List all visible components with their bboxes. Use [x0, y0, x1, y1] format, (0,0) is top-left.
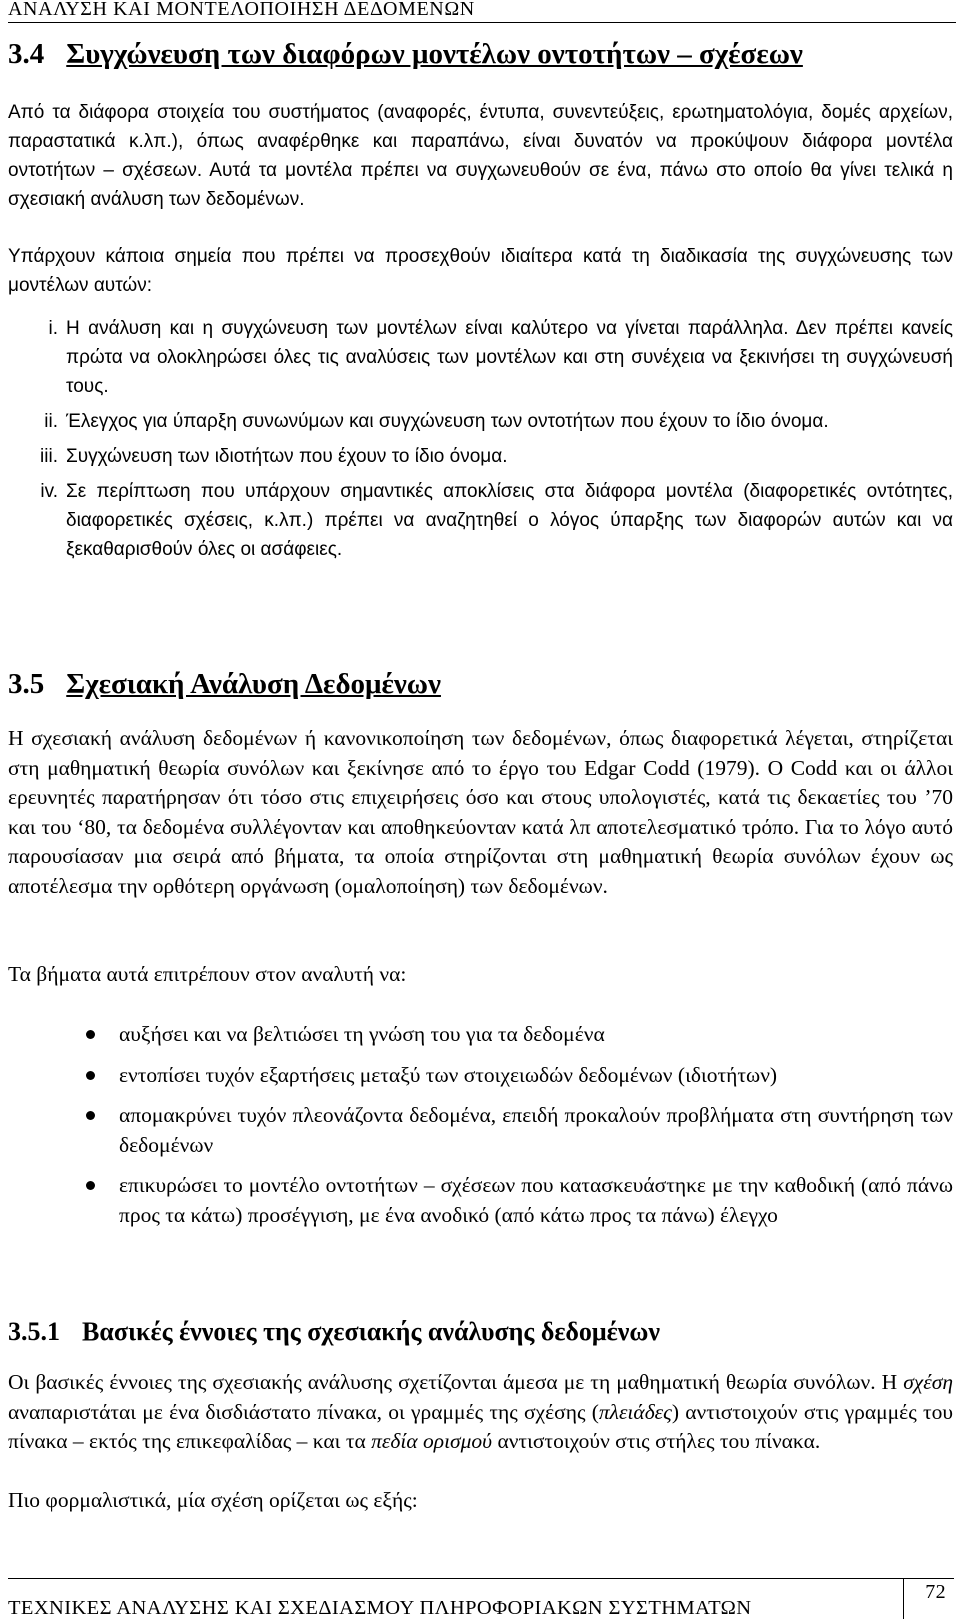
text-run: ) αντιστοιχούν στις γραμμές του πίνακα – εκτός της επικεφαλίδας – και τα	[8, 1399, 953, 1454]
section-3-5-1-heading	[8, 1316, 660, 1348]
list-item-text: αυξήσει και να βελτιώσει τη γνώση του για τα δεδομένα	[119, 1022, 605, 1046]
list-item	[8, 314, 953, 401]
section-3-5-1-paragraph-2: Πιο φορμαλιστικά, μία σχέση ορίζεται ως εξής:	[8, 1488, 418, 1512]
page-number: 72	[925, 1581, 946, 1603]
text-run: αντιστοιχούν στις στήλες του πίνακα.	[492, 1429, 821, 1454]
section-3-4-paragraph-1: Από τα διάφορα στοιχεία του συστήματος (αναφορές, έντυπα, συνεντεύξεις, ερωτηματολόγια, δομές αρχείων, παραστατικά κ.λπ.), όπως αναφέρθηκε και παραπάνω, είναι δυνατόν να προκύψουν διάφορα μοντέλα οντοτήτων – σχέσεων. Αυτά τα μοντέλα πρέπει να συγχωνευθούν σε ένα, πάνω στο οποίο θα γίνει τελικά η σχεσιακή ανάλυση των δεδομένων.	[8, 102, 953, 210]
bullet-icon	[86, 1071, 95, 1080]
analysis-steps-list	[8, 1020, 953, 1242]
list-item-text: Η ανάλυση και η συγχώνευση των μοντέλων είναι καλύτερο να γίνεται παράλληλα. Δεν πρέπει κανείς πρώτα να ολοκληρώσει όλες τις αναλύσεις των μοντέλων και στη συνέχεια να ξεκινήσει τη συγχώνευσή τους.	[66, 318, 953, 397]
list-item-number: ii.	[44, 411, 58, 432]
section-title: Συγχώνευση των διαφόρων μοντέλων οντοτήτων – σχέσεων	[66, 38, 803, 70]
list-item	[8, 477, 953, 564]
list-item	[8, 442, 953, 471]
section-number: 3.5	[8, 668, 45, 700]
merge-points-list	[8, 314, 953, 570]
list-item-text: Έλεγχος για ύπαρξη συνωνύμων και συγχώνευση των οντοτήτων που έχουν το ίδιο όνομα.	[66, 411, 829, 432]
section-title: Σχεσιακή Ανάλυση Δεδομένων	[66, 668, 441, 700]
section-title: Βασικές έννοιες της σχεσιακής ανάλυσης δεδομένων	[82, 1317, 661, 1346]
list-item-text: απομακρύνει τυχόν πλεονάζοντα δεδομένα, επειδή προκαλούν προβλήματα στη συντήρηση των δεδομένων	[119, 1103, 953, 1157]
footer-divider	[903, 1579, 904, 1619]
section-3-5-1-paragraph-1	[8, 1368, 953, 1457]
term-domains: πεδία ορισμού	[371, 1429, 493, 1454]
text-run: Οι βασικές έννοιες της σχεσιακής ανάλυσης σχετίζονται άμεσα με τη μαθηματική θεωρία συνόλων. Η	[8, 1370, 904, 1394]
bullet-icon	[86, 1030, 95, 1039]
list-item-number: iii.	[40, 446, 58, 467]
list-item-text: επικυρώσει το μοντέλο οντοτήτων – σχέσεων που κατασκευάστηκε με την καθοδική (από πάνω προς τα κάτω) προσέγγιση, με ένα ανοδικό (από κάτω προς τα πάνω) έλεγχο	[119, 1173, 953, 1227]
list-item-text: Συγχώνευση των ιδιοτήτων που έχουν το ίδιο όνομα.	[66, 446, 508, 467]
page-footer	[8, 1578, 954, 1621]
section-number: 3.5.1	[8, 1317, 60, 1346]
running-header: ΑΝΑΛΥΣΗ ΚΑΙ ΜΟΝΤΕΛΟΠΟΙΗΣΗ ΔΕΔΟΜΕΝΩΝ	[8, 0, 956, 23]
list-item-text: εντοπίσει τυχόν εξαρτήσεις μεταξύ των στοιχειωδών δεδομένων (ιδιοτήτων)	[119, 1062, 778, 1087]
footer-title: ΤΕΧΝΙΚΕΣ ΑΝΑΛΥΣΗΣ ΚΑΙ ΣΧΕΔΙΑΣΜΟΥ ΠΛΗΡΟΦΟΡΙΑΚΩΝ ΣΥΣΤΗΜΑΤΩΝ	[8, 1597, 752, 1619]
list-item	[8, 407, 953, 436]
section-number: 3.4	[8, 38, 45, 70]
list-item	[8, 1020, 953, 1050]
bullet-icon	[86, 1111, 95, 1120]
list-item	[8, 1101, 953, 1160]
text-run: αναπαριστάται με ένα δισδιάστατο πίνακα, οι γραμμές της σχέσης (	[8, 1399, 599, 1424]
term-tuples: πλειάδες	[598, 1399, 672, 1424]
list-item-text: Σε περίπτωση που υπάρχουν σημαντικές αποκλίσεις στα διάφορα μοντέλα (διαφορετικές οντότητες, διαφορετικές σχέσεις, κ.λπ.) πρέπει να αναζητηθεί ο λόγος ύπαρξης των διαφορών αυτών και να ξεκαθαρισθούν όλες οι ασάφειες.	[66, 481, 953, 560]
section-3-5-paragraph-2: Τα βήματα αυτά επιτρέπουν στον αναλυτή να:	[8, 962, 407, 986]
section-3-5-heading	[8, 668, 441, 700]
section-3-4-heading	[8, 38, 803, 70]
list-item-number: iv.	[40, 481, 58, 502]
list-item	[8, 1061, 953, 1091]
list-item	[8, 1171, 953, 1230]
section-3-5-paragraph-1: Η σχεσιακή ανάλυση δεδομένων ή κανονικοποίηση των δεδομένων, όπως διαφορετικά λέγεται, στηρίζεται στη μαθηματική θεωρία συνόλων και ξεκίνησε από το έργο του Edgar Codd (1979). O Codd και οι άλλοι ερευνητές παρατήρησαν ότι τόσο στις επιχειρήσεις όσο και στους υπολογιστές, κατά τις δεκαετίες του ’70 και του ‘80, τα δεδομένα συλλέγονταν και αποθηκεύονταν κατά λπ αποτελεσματικό τρόπο. Για το λόγο αυτό παρουσίασαν μια σειρά από βήματα, τα οποία στηρίζονται στη μαθηματική θεωρία συνόλων έχουν ως αποτέλεσμα την ορθότερη οργάνωση (ομαλοποίηση) των δεδομένων.	[8, 726, 953, 898]
term-relation: σχέση	[903, 1370, 953, 1394]
section-3-4-paragraph-2: Υπάρχουν κάποια σημεία που πρέπει να προσεχθούν ιδιαίτερα κατά τη διαδικασία της συγχώνευσης των μοντέλων αυτών:	[8, 246, 953, 296]
list-item-number: i.	[48, 318, 58, 339]
bullet-icon	[86, 1181, 95, 1190]
